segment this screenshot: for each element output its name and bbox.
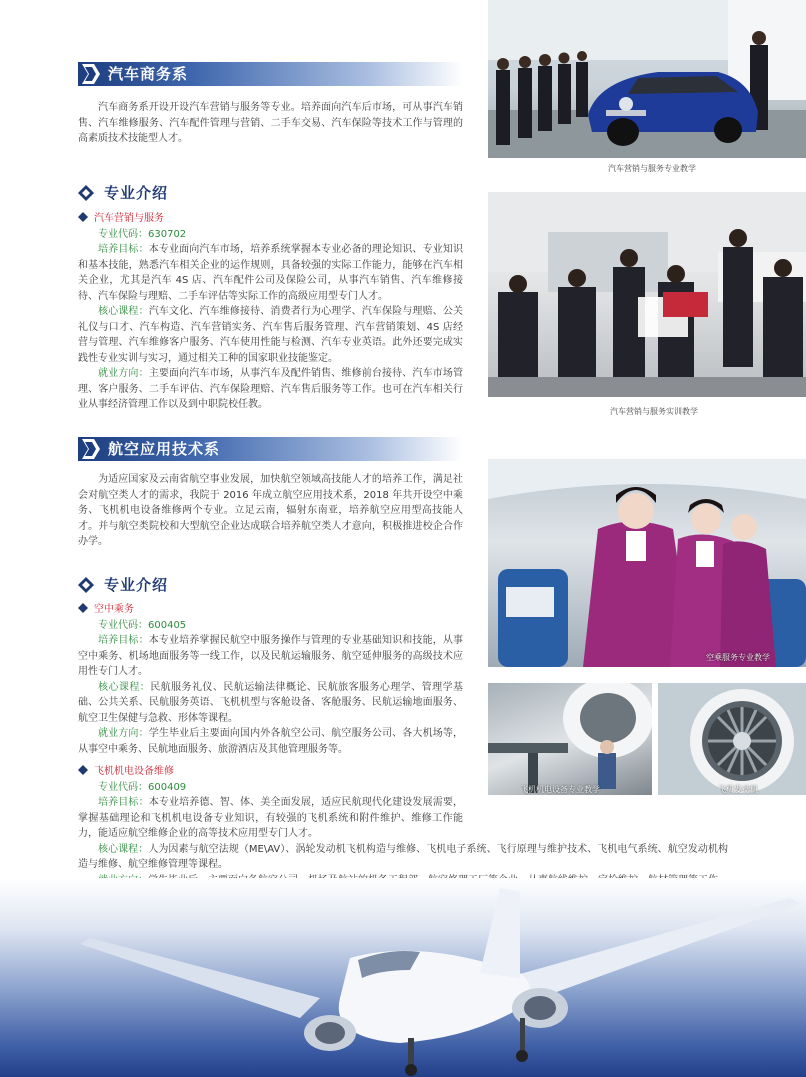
caption-5: 飞机发动机 [718,785,758,794]
photo-aircraft-engine [658,683,806,795]
photo-car-training [488,192,806,397]
program-job: 就业方向：学生毕业后主要面向国内外各航空公司、航空服务公司、各大机场等，从事空中乘务、民航地面服务、旅游酒店及其他管理服务等。 [78,728,464,755]
jet-engine-icon [658,683,806,795]
diamond-bullet-icon [78,603,88,613]
chevron-badge-icon [78,437,102,461]
engine-maintenance-illustration [488,683,652,795]
caption-4: 飞机机电设备专业教学 [520,785,600,794]
aviation-dept-title: 航空应用技术系 [108,440,221,458]
auto-dept-banner [78,62,463,86]
maintenance-program: 飞机机电设备维修 专业代码：600409 培养目标：本专业培养德、智、体、美全面发展，适应民航现代化建设发展需要，掌握基础理论和飞机机电设备专业知识，有较强的飞机系统和附件维护、维修工作能力，能适应航空维修企业的高等技术应用型专门人才。 核心课程：人为因素与航空法规（ME\AV）、涡轮发动机飞机构造与维修、飞机电子系统、飞行原理与维护技术、飞机电气系统、航空发动机构造与维修、航空维修管理等课程。 [78,764,728,888]
caption-1: 汽车营销与服务专业教学 [608,164,696,173]
program-job: 就业方向：主要面向汽车市场，从事汽车及配件销售、维修前台接待、汽车市场管理、客户服务、二手车评估、汽车保险理赔、汽车售后服务等工作。也可在汽车相关行业从事经济管理工作以及到中职院校任教。 [78,368,464,410]
program-code: 600409 [148,781,187,793]
photo-car-teaching [488,0,806,158]
aviation-dept-intro: 为适应国家及云南省航空事业发展，加快航空领域高技能人才的培养工作，满足社会对航空类人才的需求，我院于 2016 年成立航空应用技术系，2018 年共开设空中乘务、飞机机电设备维修两个专业。立足云南，辐射东南亚，培养航空应用型高技能人才。并与航空类院校和大型航空企业达成联合培养航空类人才意向，积极推进校企合作办学。 [78,474,463,547]
program-goal: 培养目标：本专业培养掌握民航空中服务操作与管理的专业基础知识和技能，从事空中乘务、机场地面服务等一线工作，以及民航运输服务、航空延伸服务的高级技术应用性专门人才。 [78,635,464,677]
program-goal: 培养目标：本专业培养德、智、体、美全面发展，适应民航现代化建设发展需要，掌握基础理论和飞机机电设备专业知识，有较强的飞机系统和附件维护、维修工作能力，能适应航空维修企业的高等技术应用型专门人才。 [78,797,464,839]
program-goal: 培养目标：本专业面向汽车市场，培养系统掌握本专业必备的理论知识、专业知识和基本技能，熟悉汽车相关企业的运作规则，具备较强的实际工作能力，能够在汽车相关企业，尤其是汽车 4S 店、汽车配件公司及保险公司，从事汽车销售、汽车维修接待、汽车保险与理赔、二手车评估等实际工作的高级应用型专门人才。 [78,244,464,302]
auto-program: 汽车营销与服务 专业代码：630702 培养目标：本专业面向汽车市场，培养系统掌握本专业必备的理论知识、专业知识和基本技能，熟悉汽车相关企业的运作规则，具备较强的实际工作能力，能够在汽车相关企业，尤其是汽车 4S 店、汽车配件公司及保险公司，从事汽车销售、汽车维修接待、汽车保险与理赔、二手车评估等实际工作的高级应用型专门人才。 核心课程：汽车文化、汽车维修接待、消费者行为心理学、汽车保险与理赔、公关礼仪与口才、汽车构造、汽车营销实务、汽车售后服务管理、汽车营销策划、4S 店经营与管理、汽车维修客户服务、汽车使用性能与检测、汽车专业英语。此外还要完成实践性专业实训与实习，通过相关工种的国家职业技能鉴定。 就业方向：主要面向汽车市场，从事汽车及配件销售、维修前台接待、汽车市场管理、客户服务、二手车评估、汽车保险理赔、汽车售后服务等工作。也可在汽车相关行业从事经济管理工作以及到中职院校任教。 [78,211,463,413]
cabin-crew-illustration [488,459,806,667]
aviation-dept-banner [78,437,463,461]
photo-cabin-teaching [488,459,806,667]
program-course: 核心课程：人为因素与航空法规（ME\AV）、涡轮发动机飞机构造与维修、飞机电子系统、飞行原理与维护技术、飞机电气系统、航空发动机构造与维修、航空维修管理等课程。 [78,843,729,870]
caption-2: 汽车营销与服务实训教学 [610,407,698,416]
diamond-bullet-icon [78,212,88,222]
program-name: 空中乘务 [94,604,134,615]
diamond-bullet-icon [78,185,94,201]
program-name: 飞机机电设备维修 [94,766,174,777]
chevron-badge-icon [78,62,102,86]
auto-dept-intro: 汽车商务系开设开设汽车营销与服务等专业。培养面向汽车后市场，可从事汽车销售、汽车维修服务、汽车配件管理与营销、二手车交易、汽车保险等技术工作与管理的高素质技术技能型人才。 [78,102,463,144]
program-course: 核心课程：汽车文化、汽车维修接待、消费者行为心理学、汽车保险与理赔、公关礼仪与口才、汽车构造、汽车营销实务、汽车售后服务管理、汽车营销策划、4S 店经营与管理、汽车维修客户服务、汽车使用性能与检测、汽车专业英语。此外还要完成实践性专业实训与实习，通过相关工种的国家职业技能鉴定。 [78,306,464,364]
aviation-major-heading: 专业介绍 [78,575,278,595]
diamond-bullet-icon [78,577,94,593]
photo-maintenance-teaching [488,683,652,795]
program-course: 核心课程：民航服务礼仪、民航运输法律概论、民航旅客服务心理学、管理学基础、公共关系、民航服务英语、飞机机型与客舱设备、客舱服务、民航运输地面服务、航空卫生保健与急救、形体等课程。 [78,681,464,724]
cabin-program: 空中乘务 专业代码：600405 培养目标：本专业培养掌握民航空中服务操作与管理的专业基础知识和技能，从事空中乘务、机场地面服务等一线工作，以及民航运输服务、航空延伸服务的高级技术应用性专门人才。 核心课程：民航服务礼仪、民航运输法律概论、民航旅客服务心理学、管理学基础、公共关系、民航服务英语、飞机机型与客舱设备、客舱服务、民航运输地面服务、航空卫生保健与急救、形体等课程。 就业方向：学生毕业后主要面向国内外各航空公司、航空服务公司、各大机场等，从事空中乘务、民航地面服务、旅游酒店及其他管理服务等。 [78,602,463,757]
diamond-bullet-icon [78,765,88,775]
car-showroom-illustration [488,0,806,158]
auto-dept-title: 汽车商务系 [108,65,189,83]
program-code: 630702 [148,228,187,240]
program-code: 600405 [148,619,187,631]
airplane-illustration [0,878,806,1077]
classroom-illustration [488,192,806,397]
program-name: 汽车营销与服务 [94,213,164,224]
airplane-banner [0,878,806,1077]
auto-major-heading: 专业介绍 [78,183,278,203]
caption-3: 空乘服务专业教学 [706,653,770,662]
